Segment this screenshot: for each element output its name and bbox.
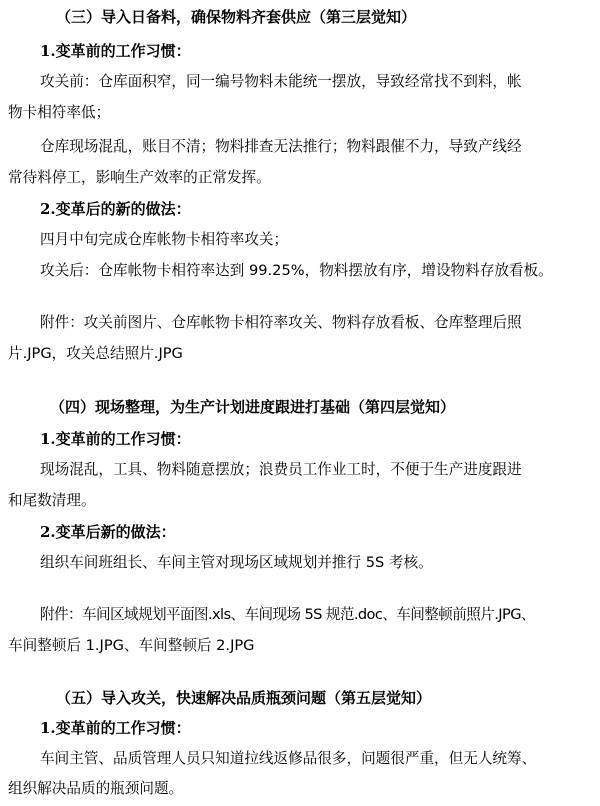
section-3-before-paragraph-2-line-1: 仓库现场混乱，账目不清；物料排查无法推行；物料跟催不力，导致产线经 <box>40 138 522 155</box>
section-3-before-paragraph-2-line-2: 常待料停工，影响生产效率的正常发挥。 <box>8 169 271 186</box>
section-3-after-heading: 2.变革后的新的做法： <box>40 200 191 218</box>
section-4-after-heading: 2.变革后新的做法： <box>40 523 176 541</box>
section-5-title: （五）导入攻关，快速解决品质瓶颈问题（第五层觉知） <box>56 689 432 707</box>
section-3-after-paragraph-2: 攻关后：仓库帐物卡相符率达到 99.25%，物料摆放有序，增设物料存放看板。 <box>40 262 553 279</box>
section-3-before-paragraph-1-line-1: 攻关前：仓库面积窄，同一编号物料未能统一摆放，导致经常找不到料，帐 <box>40 73 522 90</box>
section-3-before-heading: 1.变革前的工作习惯： <box>40 42 191 60</box>
section-3-after-paragraph-1: 四月中旬完成仓库帐物卡相符率攻关； <box>40 231 289 248</box>
section-4-after-paragraph-1: 组织车间班组长、车间主管对现场区域规划并推行 5S 考核。 <box>40 554 433 571</box>
section-4-attachment-line-2: 车间整顿后 1.JPG、车间整顿后 2.JPG <box>8 637 255 654</box>
section-4-before-paragraph-1-line-2: 和尾数清理。 <box>8 492 96 509</box>
section-3-attachment-line-1: 附件：攻关前图片、仓库帐物卡相符率攻关、物料存放看板、仓库整理后照 <box>40 314 522 331</box>
section-5-before-paragraph-1-line-1: 车间主管、品质管理人员只知道拉线返修品很多，问题很严重，但无人统筹、 <box>40 750 537 767</box>
section-3-title: （三）导入日备料，确保物料齐套供应（第三层觉知） <box>56 8 417 26</box>
section-4-before-heading: 1.变革前的工作习惯： <box>40 430 191 448</box>
section-4-attachment-line-1: 附件：车间区域规划平面图.xls、车间现场 5S 规范.doc、车间整顿前照片.JPG、 <box>40 606 535 623</box>
section-5-before-heading: 1.变革前的工作习惯： <box>40 719 191 737</box>
section-4-before-paragraph-1-line-1: 现场混乱，工具、物料随意摆放；浪费员工作业工时，不便于生产进度跟进 <box>40 461 522 478</box>
section-4-title: （四）现场整理，为生产计划进度跟进打基础（第四层觉知） <box>50 398 456 416</box>
section-3-attachment-line-2: 片.JPG，攻关总结照片.JPG <box>8 345 183 362</box>
section-5-before-paragraph-1-line-2: 组织解决品质的瓶颈问题。 <box>8 780 184 797</box>
section-3-before-paragraph-1-line-2: 物卡相符率低； <box>8 104 111 121</box>
